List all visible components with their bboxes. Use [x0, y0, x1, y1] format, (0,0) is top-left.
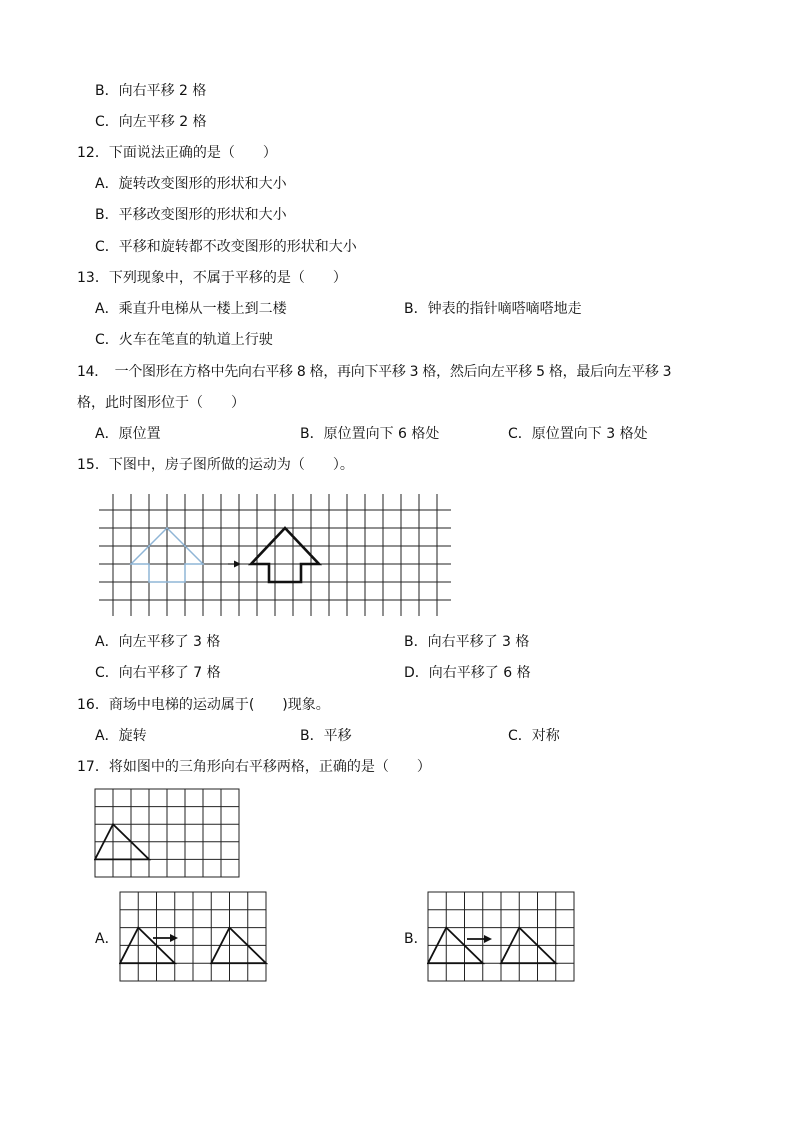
q14-stem-line2: 格，此时图形位于（ ）	[77, 395, 245, 411]
q16-option-a: A．旋转	[95, 728, 147, 744]
q14-option-b: B．原位置向下 6 格处	[300, 426, 440, 442]
q13-option-a: A．乘直升电梯从一楼上到二楼	[95, 301, 287, 317]
q13-option-b: B．钟表的指针嘀嗒嘀嗒地走	[404, 301, 582, 317]
q15-option-b: B．向右平移了 3 格	[404, 634, 530, 650]
q17-option-b-label: B．	[404, 931, 428, 947]
q15-option-a: A．向左平移了 3 格	[95, 634, 221, 650]
arrow-right-icon	[234, 561, 241, 568]
moved-house-shape	[251, 528, 319, 582]
q13-option-c: C．火车在笔直的轨道上行驶	[95, 332, 273, 348]
q14-stem-line1: 14． 一个图形在方格中先向右平移 8 格，再向下平移 3 格，然后向左平移 5 格，最后向左平移 3	[77, 364, 672, 380]
q14-option-a: A．原位置	[95, 426, 161, 442]
arrow-right-icon	[484, 935, 492, 943]
q16-stem: 16．商场中电梯的运动属于( )现象。	[77, 697, 330, 713]
q17-stem: 17．将如图中的三角形向右平移两格，正确的是（ ）	[77, 759, 431, 775]
arrow-right-icon	[170, 934, 178, 942]
q12-option-c: C．平移和旋转都不改变图形的形状和大小	[95, 239, 357, 255]
q16-option-b: B．平移	[300, 728, 352, 744]
q15-option-d: D．向右平移了 6 格	[404, 665, 531, 681]
q11-option-b: B．向右平移 2 格	[95, 83, 207, 99]
q12-stem: 12．下面说法正确的是（ ）	[77, 145, 277, 161]
q15-option-c: C．向右平移了 7 格	[95, 665, 221, 681]
triangle-translation-option-b	[427, 891, 577, 983]
triangle-translation-option-a	[119, 891, 269, 983]
q16-option-c: C．对称	[508, 728, 560, 744]
q11-option-c: C．向左平移 2 格	[95, 114, 207, 130]
q12-option-a: A．旋转改变图形的形状和大小	[95, 176, 287, 192]
triangle-grid	[94, 788, 242, 880]
q13-stem: 13．下列现象中，不属于平移的是（ ）	[77, 270, 347, 286]
q15-stem: 15．下图中，房子图所做的运动为（ ）。	[77, 457, 354, 473]
q12-option-b: B．平移改变图形的形状和大小	[95, 207, 287, 223]
q17-option-a-label: A．	[95, 931, 119, 947]
q14-option-c: C．原位置向下 3 格处	[508, 426, 648, 442]
house-translation-grid	[95, 492, 455, 618]
